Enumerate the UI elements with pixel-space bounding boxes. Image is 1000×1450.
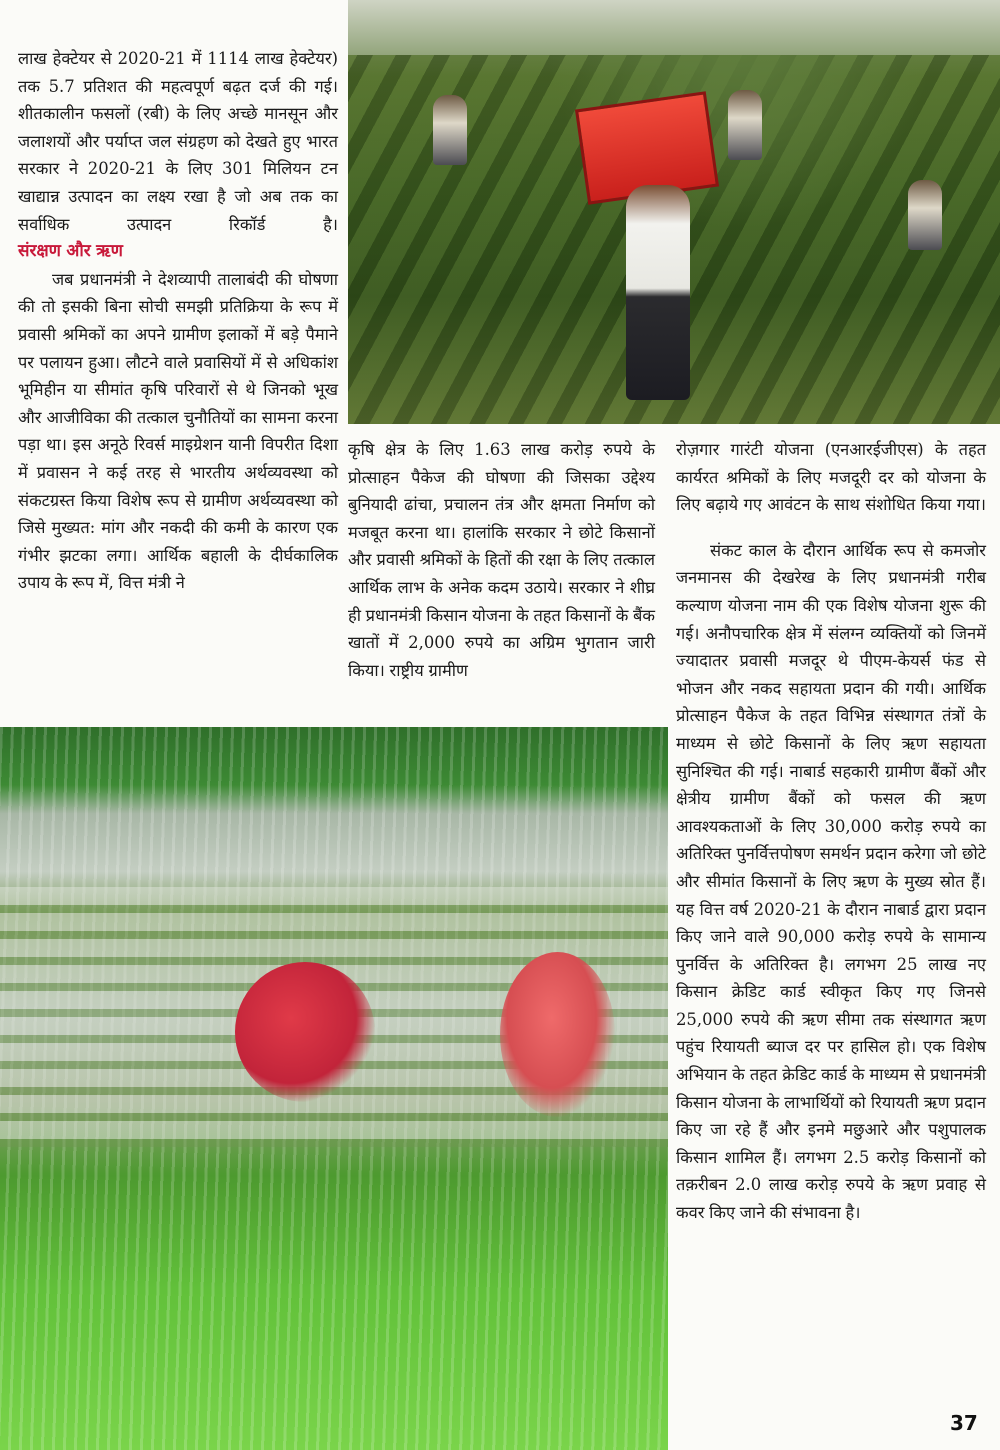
page-number: 37 [950,1411,978,1435]
paragraph-garib-kalyan-credit: संकट काल के दौरान आर्थिक रूप से कमजोर जनमानस की देखरेख के लिए प्रधानमंत्री गरीब कल्याण योजना नाम की एक विशेष योजना शुरू की गई। अनौपचारिक क्षेत्र में संलग्न व्यक्तियों को जिनमें ज्यादातर प्रवासी मजदूर थे पीएम-केयर्स फंड से भोजन और नकद सहायता प्रदान की गयी। आर्थिक प्रोत्साहन पैकेज के तहत विभिन्न संस्थागत तंत्रों के माध्यम से छोटे किसानों के लिए ऋण सहायता सुनिश्चित की गई। नाबार्ड सहकारी ग्रामीण बैंकों और क्षेत्रीय ग्रामीण बैंकों को फसल की ऋण आवश्यकताओं के लिए 30,000 करोड़ रुपये का अतिरिक्त पुनर्वित्तपोषण समर्थन प्रदान करेगा जो छोटे और सीमांत किसानों के लिए ऋण के मुख्य स्रोत हैं। यह वित्त वर्ष 2020-21 के दौरान नाबार्ड द्वारा प्रदान किए जाने वाले 90,000 करोड़ रुपये के सामान्य पुनर्वित्त के अतिरिक्त है। लगभग 25 लाख नए किसान क्रेडिट कार्ड स्वीकृत किए गए जिनसे 25,000 रुपये की ऋण सीमा तक संस्थागत ऋण पहुंच रियायती ब्याज दर पर हासिल हो। एक विशेष अभियान के तहत क्रेडिट कार्ड के माध्यम से प्रधानमंत्री किसान योजना के लाभार्थियों को रियायती ऋण प्रदान किए जा रहे हैं और इनमे मछुआरे और पशुपालक किसान शामिल हैं। लगभग 2.5 करोड़ किसानों को तक़रीबन 2.0 लाख करोड़ रुपये के ऋण प्रवाह से कवर किए जाने की संभावना है। [676,540,986,1223]
column-1-text [18,45,338,597]
photo-top-background-farmer [908,180,942,250]
column-3-text [676,436,986,1227]
photo-top-background-farmer [433,95,467,165]
photo-top-background-farmer [728,90,762,160]
paragraph-nregs-wages: रोज़गार गारंटी योजना (एनआरईजीएस) के तहत कार्यरत श्रमिकों के लिए मजदूरी दर को योजना के लिए बढ़ाये गए आवंटन के साथ संशोधित किया गया। [676,440,986,515]
photo-rice-paddy-transplanting [0,727,668,1450]
photo-top-sky [348,0,1000,55]
section-heading-protection-and-credit: संरक्षण और ऋण [18,241,123,262]
photo-bottom-farmer-pink-sari [500,952,615,1117]
photo-top-worker [626,185,690,400]
paragraph-production-record: लाख हेक्टेयर से 2020-21 में 1114 लाख हेक्टेयर) तक 5.7 प्रतिशत की महत्वपूर्ण बढ़त दर्ज की गई। शीतकालीन फसलों (रबी) के लिए अच्छे मानसून और जलाशयों और पर्याप्त जल संग्रहण को देखते हुए भारत सरकार ने 2020-21 के लिए 301 मिलियन टन खाद्यान्न उत्पादन का लक्ष्य रखा है जो अब तक का सर्वाधिक उत्पादन रिकॉर्ड है। [18,49,338,234]
photo-bottom-farmer-red-sari [235,962,375,1102]
paragraph-reverse-migration: जब प्रधानमंत्री ने देशव्यापी तालाबंदी की घोषणा की तो इसकी बिना सोची समझी प्रतिक्रिया के रूप में प्रवासी श्रमिकों का अपने ग्रामीण इलाकों में बड़े पैमाने पर पलायन हुआ। लौटने वाले प्रवासियों में से अधिकांश भूमिहीन या सीमांत कृषि परिवारों से थे जिनको भूख और आजीविका की तत्काल चुनौतियों का सामना करना पड़ा था। इस अनूठे रिवर्स माइग्रेशन यानी विपरीत दिशा में प्रवासन ने कई तरह से भारतीय अर्थव्यवस्था को संकटग्रस्त किया विशेष रूप से ग्रामीण अर्थव्यवस्था को जिसे मुख्यत: मांग और नकदी की कमी के कारण एक गंभीर झटका लगा। आर्थिक बहाली के दीर्घकालिक उपाय के रूप में, वित्त मंत्री ने [18,269,338,593]
column-2-text [348,436,655,684]
paragraph-stimulus-package: कृषि क्षेत्र के लिए 1.63 लाख करोड़ रुपये के प्रोत्साहन पैकेज की घोषणा की जिसका उद्देश्य बुनियादी ढांचा, प्रचालन तंत्र और क्षमता निर्माण को मजबूत करना था। हालांकि सरकार ने छोटे किसानों और प्रवासी श्रमिकों के हितों की रक्षा के लिए तत्काल आर्थिक लाभ के अनेक कदम उठाये। सरकार ने शीघ्र ही प्रधानमंत्री किसान योजना के तहत किसानों के बैंक खातों में 2,000 रुपये का अग्रिम भुगतान जारी किया। राष्ट्रीय ग्रामीण [348,440,655,680]
photo-farm-worker-carrying-crate [348,0,1000,424]
